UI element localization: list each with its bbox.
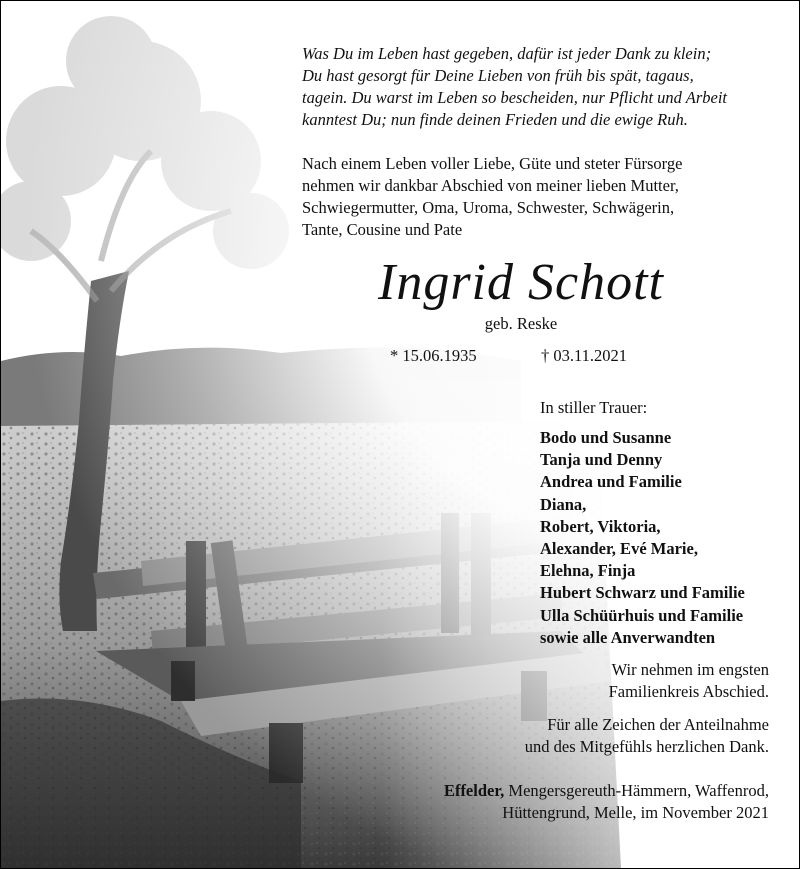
place-town: Effelder, — [443, 781, 505, 800]
place-line-2: Hüttengrund, Melle, im November 2021 — [502, 803, 769, 822]
poem-line: tagein. Du warst im Leben so bescheiden, nur Pflicht und Arbeit — [302, 88, 727, 107]
death-date: † 03.11.2021 — [541, 346, 628, 365]
mourner-entry: Alexander, Evé Marie, — [540, 539, 698, 559]
mourner-entry: Diana, — [540, 494, 587, 514]
poem-line: kanntest Du; nun finde deinen Frieden und die ewige Ruh. — [302, 110, 688, 129]
thanks-line: Für alle Zeichen der Anteilnahme — [547, 715, 769, 734]
mourner-entry: Elehna, Finja — [540, 561, 636, 581]
place-line-1 — [444, 780, 769, 802]
mourner-entry: Bodo und Susanne — [540, 428, 672, 447]
mourner-entry: Andrea und Familie — [540, 472, 682, 492]
birth-name: geb. Reske — [484, 314, 558, 333]
place-and-date — [444, 780, 769, 824]
poem-line: Du hast gesorgt für Deine Lieben von früh bis spät, tagaus, — [302, 66, 694, 85]
intro-line: Nach einem Leben voller Liebe, Güte und steter Fürsorge — [302, 154, 683, 173]
mourner-entry: Robert, Viktoria, — [540, 516, 661, 536]
mourner-entry: Tanja und Denny — [540, 450, 663, 470]
place-rest: Mengersgereuth-Hämmern, Waffenrod, — [504, 781, 769, 800]
thanks-note — [525, 714, 769, 758]
mourner-entry: Hubert Schwarz und Familie — [540, 583, 745, 603]
mourning-title: In stiller Trauer: — [540, 398, 648, 417]
intro-text — [302, 153, 772, 241]
notice-line: Wir nehmen im engsten — [611, 660, 769, 679]
intro-line: Schwiegermutter, Oma, Uroma, Schwester, Schwägerin, — [302, 198, 675, 217]
farewell-notice — [609, 659, 769, 703]
mourners-list — [540, 427, 745, 649]
intro-line: Tante, Cousine und Pate — [302, 220, 463, 239]
poem-line: Was Du im Leben hast gegeben, dafür ist jeder Dank zu klein; — [302, 44, 712, 63]
intro-line: nehmen wir dankbar Abschied von meiner lieben Mutter, — [302, 176, 679, 195]
poem-verse — [302, 43, 772, 131]
notice-line: Familienkreis Abschied. — [608, 682, 769, 701]
deceased-name: Ingrid Schott — [378, 254, 664, 311]
mourner-entry: Ulla Schüürhuis und Familie — [540, 605, 744, 625]
mourner-entry: sowie alle Anverwandten — [540, 627, 716, 647]
thanks-line: und des Mitgefühls herzlichen Dank. — [524, 737, 769, 756]
birth-date: * 15.06.1935 — [390, 346, 477, 365]
